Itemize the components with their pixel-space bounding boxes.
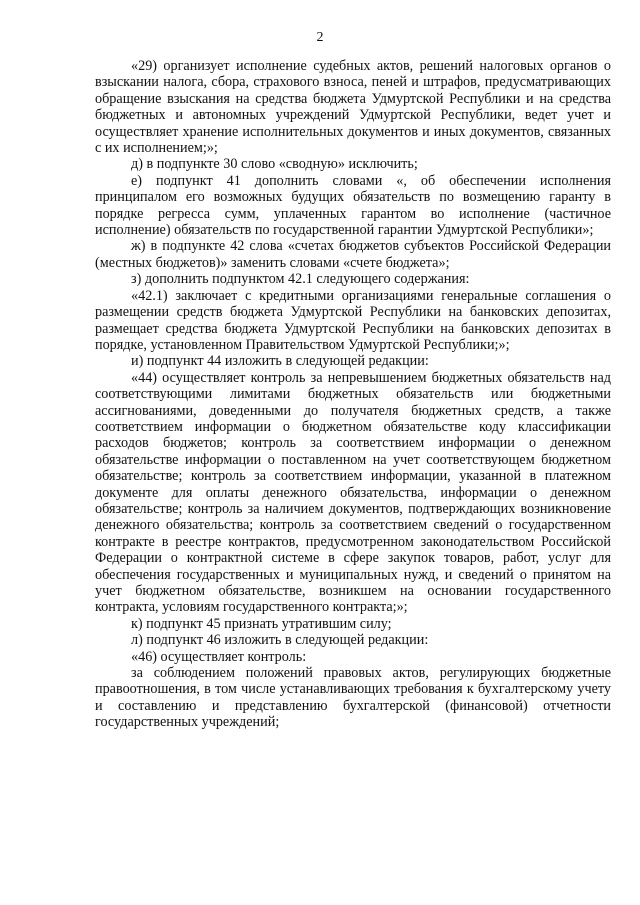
paragraph-k-subitem-45: к) подпункт 45 признать утратившим силу;: [131, 615, 392, 632]
paragraph-control-compliance: за соблюдением положений правовых актов, регулирующих бюджетные правоотношения, в том числе устанавливающих требования к бухгалтерскому учету и составлению и представлению бухгалтерской (финансовой) отчетности государственных учреждений;: [95, 665, 611, 731]
paragraph-item-44: «44) осуществляет контроль за непревышением бюджетных обязательств над соответствующими лимитами бюджетных обязательств или бюджетными ассигнованиями, доведенными до получателя бюджетных средств, а также соответствием информации о бюджетном обязательстве коду классификации расходов бюджетов; контроль за соответствием информации о денежном обязательстве информации о поставленном на учет соответствующем бюджетном обязательстве; контроль за соответствием информации, указанной в платежном документе для оплаты денежного обязательства, информации о денежном обязательстве; контроль за наличием документов, подтверждающих возникновение денежного обязательства; контроль за соответствием сведений о государственном контракте в реестре контрактов, предусмотренном законодательством Российской Федерации о контрактной системе в сфере закупок товаров, работ, услуг для обеспечения государственных и муниципальных нужд, и сведений о принятом на учет бюджетном обязательстве, возникшем на основании государственного контракта, условиям государственного контракта;»;: [95, 369, 611, 616]
paragraph-item-46: «46) осуществляет контроль:: [131, 648, 307, 665]
page-number: 2: [316, 30, 324, 45]
paragraph-z-add-subitem-42-1: з) дополнить подпунктом 42.1 следующего содержания:: [131, 271, 470, 288]
paragraph-item-42-1: «42.1) заключает с кредитными организациями генеральные соглашения о размещении средств бюджета Удмуртской Республики на банковских депозитах, размещает средства бюджета Удмуртской Республики на банковских депозитах в порядке, установленном Правительством Удмуртской Республики;»;: [95, 287, 611, 353]
paragraph-item-29: «29) организует исполнение судебных актов, решений налоговых органов о взыскании налога, сбора, страхового взноса, пеней и штрафов, предусматривающих обращение взыскания на средства бюджета Удмуртской Республики и на средства бюджетных и автономных учреждений Удмуртской Республики, ведет учет и осуществляет хранение исполнительных документов и иных документов, связанных с их исполнением;»;: [95, 58, 611, 157]
document-body: [95, 58, 611, 731]
paragraph-l-subitem-46: л) подпункт 46 изложить в следующей редакции:: [131, 632, 429, 649]
paragraph-e-subitem-41: е) подпункт 41 дополнить словами «, об обеспечении исполнения принципалом его возможных будущих обязательств по возмещению гаранту в порядке регресса сумм, уплаченных гарантом во исполнение (частичное исполнение) обязательств по государственной гарантии Удмуртской Республики»;: [95, 172, 611, 239]
paragraph-zh-subitem-42: ж) в подпункте 42 слова «счетах бюджетов субъектов Российской Федерации (местных бюджетов)» заменить словами «счете бюджета»;: [95, 238, 611, 271]
paragraph-i-subitem-44: и) подпункт 44 изложить в следующей редакции:: [131, 353, 429, 370]
paragraph-d-subitem-30: д) в подпункте 30 слово «сводную» исключить;: [131, 156, 418, 173]
